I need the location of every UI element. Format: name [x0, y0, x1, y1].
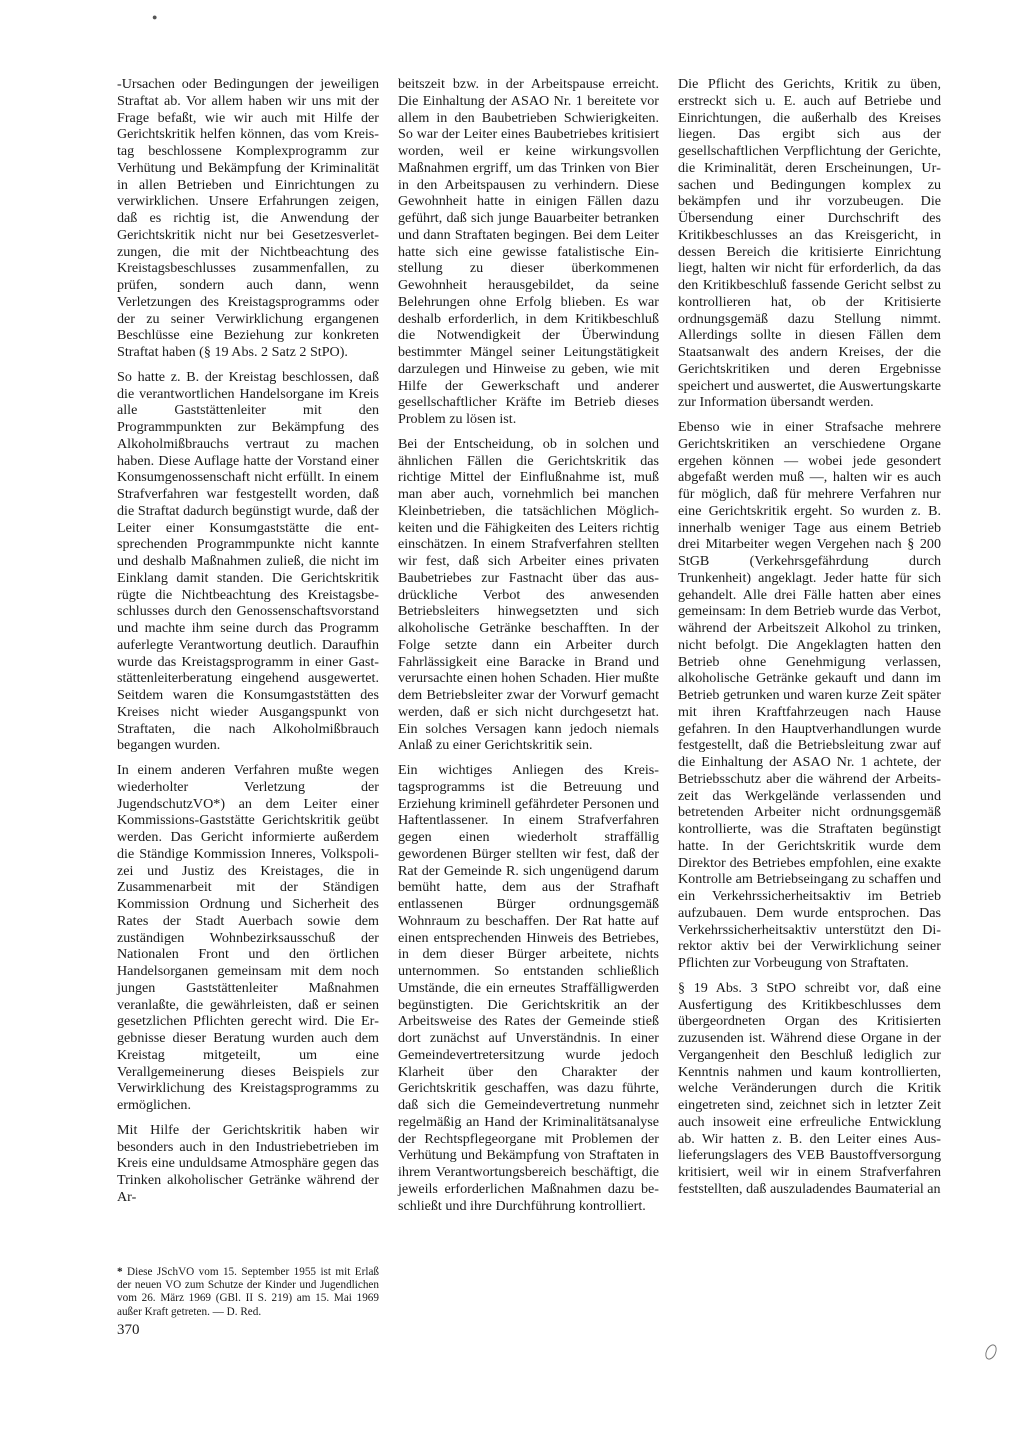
footnote — [117, 1266, 379, 1319]
text-column-2 — [398, 76, 659, 1222]
paragraph: beitszeit bzw. in der Arbeitspause erreicht. Die Einhaltung der ASAO Nr. 1 bereitete vor allem in den Baubetrieben Schwierigkeiten. So war der Leiter eines Baubetriebes kritisiert worden, weil er keine wirkungsvollen Maßnahmen ergriff, um das Trinken von Bier in den Arbeitspausen zu verhindern. Diese Gewohnheit hatte in einigen Fällen dazu geführt, daß sich junge Bauarbeiter betranken und dann Straftaten begingen. Bei dem Leiter hatte sich eine gewisse fatalistische Einstellung zu dieser überkommenen Gewohnheit herausgebildet, da seine Belehrungen ohne Erfolg blieben. Es war deshalb erforderlich, in dem Kritikbeschluß die Notwendigkeit der Überwindung bestimmter Mängel seiner Leitungstätigkeit darzulegen und Hinweise zu geben, wie mit Hilfe der Gewerkschaft und anderer gesellschaftlicher Kräfte im Betrieb dieses Problem zu lösen ist. — [398, 76, 659, 427]
pencil-mark-icon — [983, 1343, 999, 1362]
page-number: 370 — [117, 1322, 140, 1338]
paragraph: Bei der Entscheidung, ob in solchen und ähnlichen Fällen die Gerichtskritik das richtige Mittel der Einflußnahme ist, muß man aber auch, vornehmlich bei manchen Kleinbetrieben, die tatsächlichen Möglichkeiten und die Fähigkeiten des Leiters richtig einschätzen. In einem Strafverfahren stellten wir fest, daß sich Arbeiter eines privaten Baubetriebes zur Fastnacht über das ausdrückliche Verbot des anwesenden Betriebsleiters hinwegsetzten und sich alkoholische Getränke beschafften. In der Folge setzte dann ein Arbeiter durch Fahrlässigkeit eine Baracke in Brand und verursachte einen hohen Schaden. Hier mußte dem Betriebsleiter zwar der Vorwurf gemacht werden, daß er sich nicht durchgesetzt hat. Ein solches Versagen kann jedoch niemals Anlaß zu einer Gerichtskritik sein. — [398, 435, 659, 754]
paragraph: -Ursachen oder Bedingungen der jeweiligen Straftat ab. Vor allem haben wir uns mit der Frage befaßt, wie wir auch mit Hilfe der Gerichtskritik helfen können, das vom Kreistag beschlossene Komplexprogramm zur Verhütung und Bekämpfung der Kriminalität in allen Betrieben und Einrichtungen zu verwirklichen. Unsere Erfahrungen zeigen, daß es richtig ist, die Anwendung der Gerichtskritik nicht nur bei Gesetzesverletzungen, die mit der Nichtbeachtung des Kreistagsbeschlusses zusammenfallen, zu prüfen, sondern auch dann, wenn Verletzungen des Kreistagsprogramms oder der zu seiner Verwirklichung ergangenen Beschlüsse eine Beziehung zur konkreten Straftat haben (§ 19 Abs. 2 Satz 2 StPO). — [117, 76, 379, 360]
paragraph: So hatte z. B. der Kreistag beschlossen, daß die verantwortlichen Handelsorgane im Kreis alle Gaststättenleiter mit den Programmpunkten zur Bekämpfung des Alkoholmißbrauchs vertraut zu machen haben. Diese Auflage hatte der Vorstand einer Konsumgenossenschaft nicht erfüllt. In einem Strafverfahren war festgestellt worden, daß die Straftat dadurch begünstigt wurde, daß der Leiter einer Konsumgaststätte die entsprechenden Programmpunkte nicht kannte und deshalb Maßnahmen zuließ, die nicht im Einklang damit standen. Die Gerichtskritik rügte die Nichtbeachtung des Kreistagsbeschlusses durch den Genossenschaftsvorstand und machte ihm seine durch das Programm auferlegte Verantwortung deutlich. Daraufhin wurde das Kreistagsprogramm in einer Gaststättenleiterberatung eingehend ausgewertet. Seitdem waren die Konsumgaststätten des Kreises nicht wieder Ausgangspunkt von Straftaten, die nach Alkoholmißbrauch begangen wurden. — [117, 368, 379, 754]
paragraph: Die Pflicht des Gerichts, Kritik zu üben, erstreckt sich u. E. auch auf Betriebe und Einrichtungen, die außerhalb des Kreises liegen. Das ergibt sich aus der gesellschaftlichen Verpflichtung der Gerichte, die Kriminalität, deren Erscheinungen, Ursachen und Bedingungen komplex zu bekämpfen und ihr vorzubeugen. Die Übersendung einer Durchschrift des Kritikbeschlusses an das Kreisgericht, in dessen Bereich die kritisierte Einrichtung liegt, halten wir nicht für erforderlich, da das den Kritikbeschluß fassende Gericht selbst zu kontrollieren hat, ob der Kritisierte ordnungsgemäß dazu Stellung nimmt. Allerdings sollte in diesen Fällen dem Staatsanwalt des andern Kreises, der die Gerichtskritiken und deren Ergebnisse speichert und auswertet, die Auswertungskarte zur Information übersandt werden. — [678, 76, 941, 411]
paragraph: Ein wichtiges Anliegen des Kreistagsprogramms ist die Betreuung und Erziehung kriminell gefährdeter Personen und Haftentlassener. In einem Strafverfahren gegen einen wiederholt straffällig gewordenen Bürger stellten wir fest, daß der Rat der Gemeinde R. sich ungenügend darum bemüht hatte, dem aus der Strafhaft entlassenen Bürger ordnungsgemäß Wohnraum zu beschaffen. Der Rat hatte auf einen entsprechenden Hinweis des Betriebes, in dem dieser Bürger arbeitete, nichts unternommen. So entstanden schließlich Umstände, die ein erneutes Straffälligwerden begünstigten. Die Gerichtskritik an der Arbeitsweise des Rates der Gemeinde stieß dort zunächst auf Unverständnis. In einer Gemeindevertretersitzung wurde jedoch Klarheit über den Charakter der Gerichtskritik geschaffen, was dazu führte, daß sich die Gemeindevertretung nunmehr regelmäßig an Hand der Kriminalitätsanalyse der Rechtspflegeorgane mit Problemen der Verhütung und Bekämpfung von Straftaten in ihrem Verantwortungsbereich beschäftigt, die jeweils erforderlichen Maßnahmen dazu beschließt und ihre Durchführung kontrolliert. — [398, 762, 659, 1214]
footnote-text: Diese JSchVO vom 15. September 1955 ist mit Erlaß der neuen VO zum Schutze der Kinder und Jugendlichen vom 26. März 1969 (GBl. II S. 219) am 15. Mai 1969 außer Kraft getreten. — D. Red. — [117, 1266, 380, 1318]
paragraph: Mit Hilfe der Gerichtskritik haben wir besonders auch in den Industriebetrieben im Kreis eine unduldsame Atmosphäre gegen das Trinken alkoholischer Getränke während der Ar- — [117, 1121, 379, 1205]
text-column-1 — [117, 76, 379, 1214]
paragraph: In einem anderen Verfahren mußte wegen wiederholter Verletzung der JugendschutzVO*) an dem Leiter einer Kommissions-Gaststätte Gerichtskritik geübt werden. Das Gericht informierte außerdem die Ständige Kommission Inneres, Volkspolizei und Justiz des Kreistages, die in Zusammenarbeit mit der Ständigen Kommission Ordnung und Sicherheit des Rates der Stadt Auerbach sowie dem zuständigen Wohnbezirksausschuß der Nationalen Front und den örtlichen Handelsorganen gemeinsam mit dem noch jungen Gaststättenleiter Maßnahmen veranlaßte, die gewährleisten, daß er seinen gesetzlichen Pflichten gerecht wird. Die Ergebnisse dieser Beratung wurden auch dem Kreistag mitgeteilt, um eine Verallgemeinerung dieses Beispiels zur Verwirklichung des Kreistagsprogramms zu ermöglichen. — [117, 762, 379, 1113]
paragraph: Ebenso wie in einer Strafsache mehrere Gerichtskritiken an verschiedene Organe ergehen können — wobei jede gesondert abgefaßt werden muß —, halten wir es auch für möglich, daß für mehrere Verfahren nur eine Gerichtskritik ergeht. So wurden z. B. innerhalb weniger Tage aus einem Betrieb drei Mitarbeiter wegen Vergehen nach § 200 StGB (Verkehrsgefährdung durch Trunkenheit) angeklagt. Jeder hatte für sich gehandelt. Alle drei Fälle hatten aber eines gemeinsam: In dem Betrieb wurde das Verbot, während der Arbeitszeit Alkohol zu trinken, nicht befolgt. Die Angeklagten hatten den Betrieb ohne Genehmigung verlassen, alkoholische Getränke gekauft und dann im Betrieb getrunken und waren kurze Zeit später mit ihren Kraftfahrzeugen nach Hause gefahren. In den Hauptverhandlungen wurde festgestellt, daß die Betriebsleitung zwar auf die Einhaltung der ASAO Nr. 1 achtete, der Betriebsschutz aber die während der Arbeitszeit das Werkgelände verlassenden und betretenden Arbeiter nicht ordnungsgemäß kontrollierte, was die Straftaten begünstigt hatte. In der Gerichtskritik wurde dem Direktor des Betriebes empfohlen, eine exakte Kontrolle am Betriebseingang zu schaffen und ein Verkehrssicherheitsaktiv im Betrieb aufzubauen. Dem wurde entsprochen. Das Verkehrssicherheitsaktiv unterstützt den Direktor aktiv bei der Verwirklichung seiner Pflichten zur Vorbeugung von Straftaten. — [678, 419, 941, 971]
paragraph: § 19 Abs. 3 StPO schreibt vor, daß eine Ausfertigung des Kritikbeschlusses dem übergeordneten Organ des Kritisierten zuzusenden ist. Während diese Organe in der Vergangenheit den Beschluß lediglich zur Kenntnis nahmen und kaum kontrollierten, welche Veränderungen durch die Kritik eingetreten sind, zeichnet sich in letzter Zeit auch insoweit eine erfreuliche Entwicklung ab. Wir hatten z. B. den Leiter eines Auslieferungslagers des VEB Baustoffversorgung kritisiert, weil wir in einem Strafverfahren feststellten, daß auszuladendes Baumaterial an — [678, 979, 941, 1197]
text-column-3 — [678, 76, 941, 1206]
scan-speck: ● — [152, 12, 158, 22]
footnote-marker: * — [117, 1266, 123, 1278]
